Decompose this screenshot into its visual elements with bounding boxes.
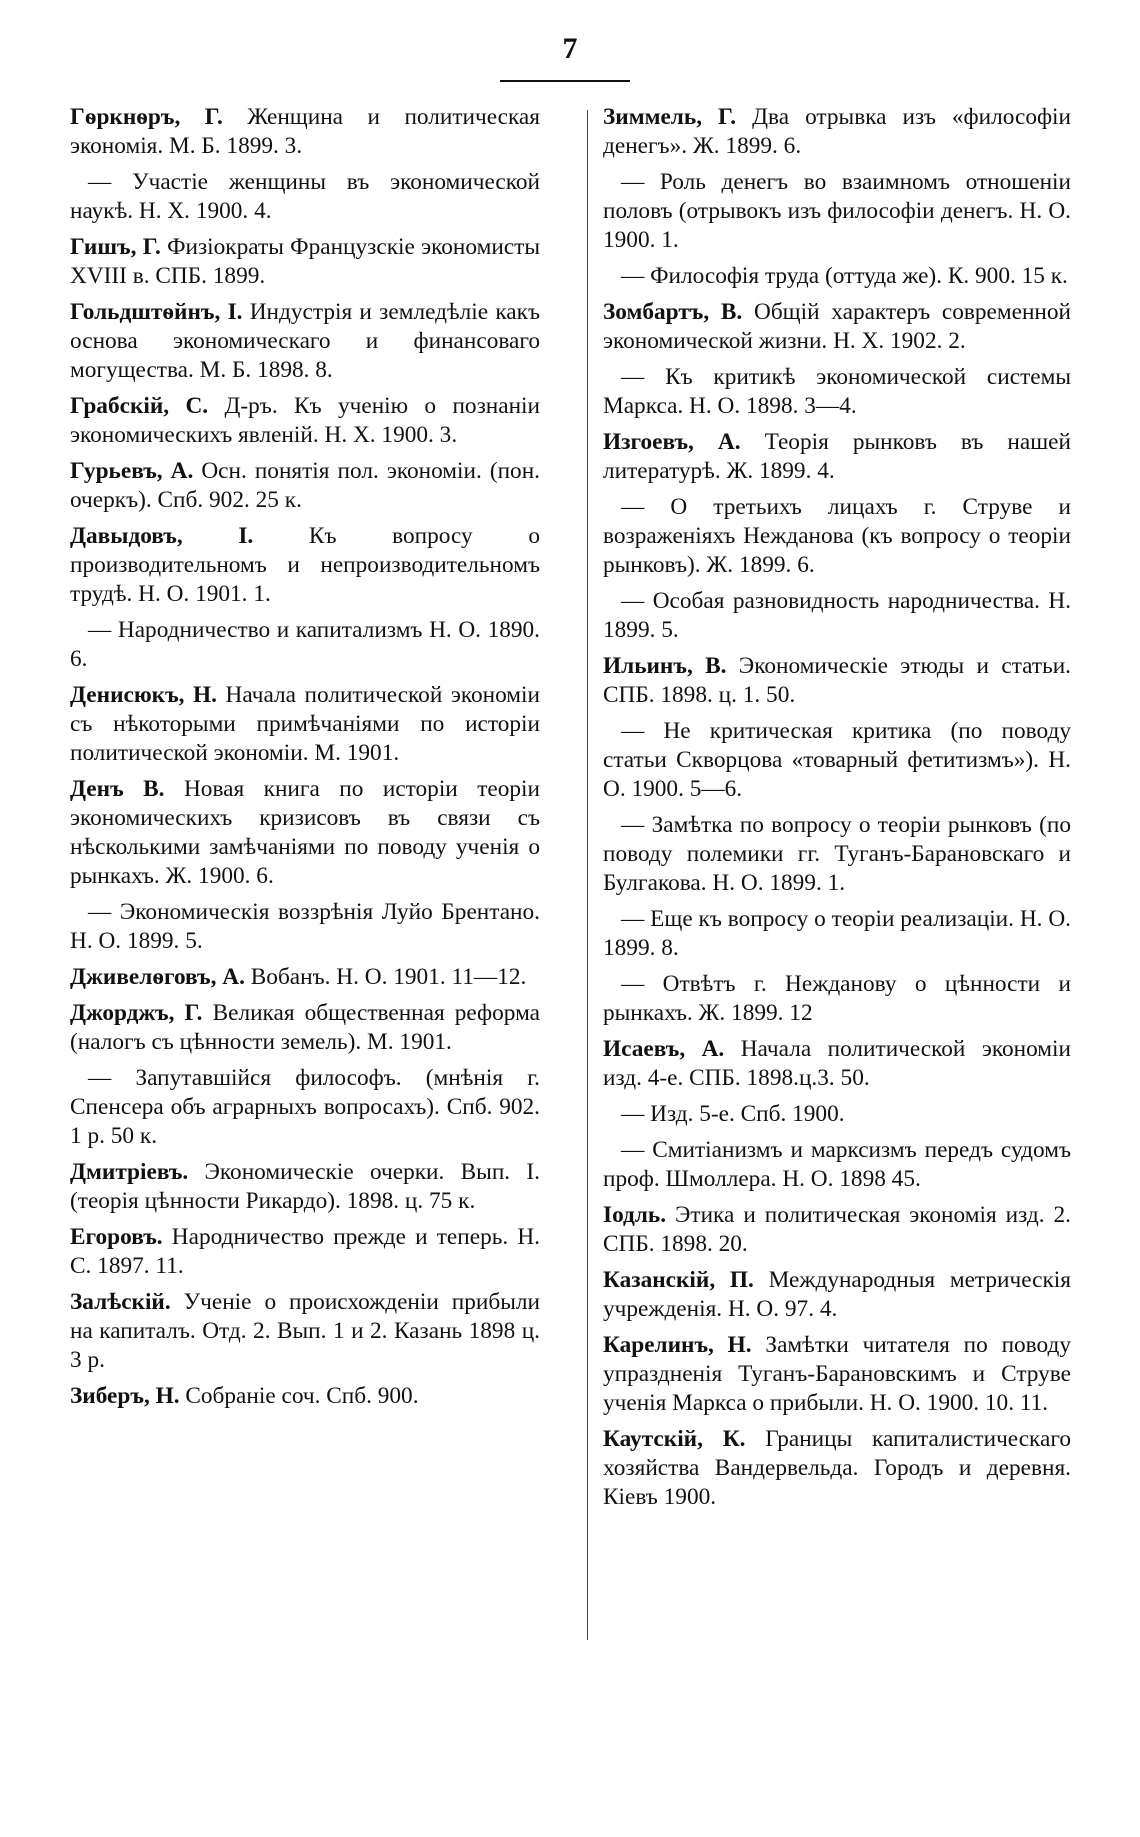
bibliography-entry bbox=[70, 1158, 540, 1216]
left-column bbox=[70, 103, 540, 1418]
entry-author: Ильинъ, В. bbox=[603, 653, 727, 679]
entry-author: Зомбартъ, В. bbox=[603, 299, 743, 325]
bibliography-entry bbox=[603, 1136, 1071, 1194]
entry-text: Д-ръ. Къ ученію о познаніи экономическихъ явленій. Н. Х. 1900. 3. bbox=[70, 393, 540, 448]
entry-author: Давыдовъ, І. bbox=[70, 523, 254, 549]
bibliography-entry bbox=[603, 587, 1071, 645]
bibliography-entry bbox=[70, 775, 540, 891]
entry-text: Границы капиталистическаго хозяйства Вандервельда. Городъ и деревня. Кіевъ 1900. bbox=[603, 1426, 1071, 1510]
bibliography-entry bbox=[603, 1331, 1071, 1418]
entry-author: Зиммель, Г. bbox=[603, 104, 737, 130]
entry-author: Грабскій, С. bbox=[70, 393, 209, 419]
entry-text: Замѣтки читателя по поводу упраздненія Туганъ-Барановскимъ и Струве ученія Маркса о прибыли. Н. О. 1900. 10. 11. bbox=[603, 1332, 1072, 1416]
entry-text: — Смитіанизмъ и марксизмъ передъ судомъ проф. Шмоллера. Н. О. 1898 45. bbox=[603, 1137, 1071, 1192]
entry-text: Собраніе соч. Спб. 900. bbox=[179, 1383, 419, 1409]
bibliography-entry bbox=[603, 905, 1071, 963]
bibliography-entry bbox=[603, 1035, 1071, 1093]
bibliography-entry bbox=[603, 493, 1071, 580]
entry-text: Начала политической экономіи съ нѣкоторыми примѣчаніями по исторіи политической экономіи. М. 1901. bbox=[70, 682, 540, 766]
entry-text: — Изд. 5-е. Спб. 1900. bbox=[621, 1101, 845, 1127]
entry-text: Къ вопросу о производительномъ и непроизводительномъ трудѣ. Н. О. 1901. 1. bbox=[70, 523, 540, 607]
entry-author: Дмитріевъ. bbox=[70, 1159, 189, 1185]
entry-author: Зиберъ, Н. bbox=[70, 1383, 180, 1409]
entry-author: Денисюкъ, Н. bbox=[70, 682, 217, 708]
bibliography-entry bbox=[603, 717, 1071, 804]
bibliography-entry bbox=[70, 681, 540, 768]
bibliography-entry bbox=[70, 1382, 540, 1411]
bibliography-entry bbox=[603, 363, 1071, 421]
entry-author: Гѳркнѳръ, Г. bbox=[70, 104, 223, 130]
bibliography-entry bbox=[603, 1425, 1071, 1512]
entry-author: Карелинъ, Н. bbox=[603, 1332, 752, 1358]
entry-text: Новая книга по исторіи теоріи экономическихъ кризисовъ въ связи съ нѣсколькими замѣчаніями по поводу ученія о рынкахъ. Ж. 1900. 6. bbox=[70, 776, 540, 889]
entry-author: Гурьевъ, А. bbox=[70, 458, 194, 484]
bibliography-entry bbox=[603, 168, 1071, 255]
entry-text: — Роль денегъ во взаимномъ отношеніи половъ (отрывокъ изъ философіи денегъ. Н. О. 1900. 1. bbox=[603, 169, 1071, 253]
entry-text: — Народничество и капитализмъ Н. О. 1890. 6. bbox=[70, 617, 540, 672]
entry-text: Экономическіе очерки. Вып. І. (теорія цѣнности Рикардо). 1898. ц. 75 к. bbox=[70, 1159, 540, 1214]
entry-author: Каутскій, К. bbox=[603, 1426, 746, 1452]
entry-text: — Отвѣтъ г. Нежданову о цѣнности и рынкахъ. Ж. 1899. 12 bbox=[603, 971, 1071, 1026]
bibliography-entry bbox=[70, 1288, 540, 1375]
entry-author: Джорджъ, Г. bbox=[70, 1000, 203, 1026]
bibliography-entry bbox=[603, 970, 1071, 1028]
bibliography-entry bbox=[70, 898, 540, 956]
entry-text: — Еще къ вопросу о теоріи реализаціи. Н. О. 1899. 8. bbox=[603, 906, 1071, 961]
bibliography-entry bbox=[603, 811, 1071, 898]
entry-text: — Экономическія воззрѣнія Луйо Брентано. Н. О. 1899. 5. bbox=[70, 899, 540, 954]
bibliography-entry bbox=[70, 298, 540, 385]
entry-author: Залѣскій. bbox=[70, 1289, 171, 1315]
entry-author: Іодль. bbox=[603, 1202, 667, 1228]
entry-text: — О третьихъ лицахъ г. Струве и возраженіяхъ Нежданова (къ вопросу о теоріи рынковъ). Ж. 1899. 6. bbox=[603, 494, 1071, 578]
bibliography-entry bbox=[603, 428, 1071, 486]
bibliography-entry bbox=[70, 1064, 540, 1151]
bibliography-entry bbox=[603, 652, 1071, 710]
column-divider bbox=[587, 110, 588, 1640]
bibliography-entry bbox=[70, 457, 540, 515]
page-number: 7 bbox=[562, 32, 578, 65]
bibliography-entry bbox=[603, 298, 1071, 356]
bibliography-entry bbox=[603, 103, 1071, 161]
bibliography-entry bbox=[603, 1266, 1071, 1324]
entry-text: — Участіе женщины въ экономической наукѣ. Н. Х. 1900. 4. bbox=[70, 169, 540, 224]
entry-text: Начала политической экономіи изд. 4-е. СПБ. 1898.ц.3. 50. bbox=[603, 1036, 1071, 1091]
entry-text: Народничество прежде и теперь. Н. С. 1897. 11. bbox=[70, 1224, 540, 1279]
bibliography-entry bbox=[70, 233, 540, 291]
entry-author: Гольдштѳйнъ, І. bbox=[70, 299, 243, 325]
entry-text: — Замѣтка по вопросу о теоріи рынковъ (по поводу полемики гг. Туганъ-Барановскаго и Булгакова. Н. О. 1899. 1. bbox=[603, 812, 1071, 896]
entry-text: Два отрывка изъ «философіи денегъ». Ж. 1899. 6. bbox=[603, 104, 1071, 159]
bibliography-entry bbox=[70, 168, 540, 226]
entry-text: Общій характеръ современной экономической жизни. Н. Х. 1902. 2. bbox=[603, 299, 1071, 354]
entry-author: Денъ В. bbox=[70, 776, 165, 802]
entry-author: Изгоевъ, А. bbox=[603, 429, 741, 455]
entry-text: Этика и политическая экономія изд. 2. СПБ. 1898. 20. bbox=[603, 1202, 1071, 1257]
bibliography-entry bbox=[70, 522, 540, 609]
entry-text: — Особая разновидность народничества. Н. 1899. 5. bbox=[603, 588, 1071, 643]
right-column bbox=[603, 103, 1071, 1519]
entry-text: — Запутавшійся философъ. (мнѣнія г. Спенсера объ аграрныхъ вопросахъ). Спб. 902. 1 р. 50 к. bbox=[70, 1065, 540, 1149]
bibliography-entry bbox=[603, 262, 1071, 291]
entry-text: Женщина и политическая экономія. М. Б. 1899. 3. bbox=[70, 104, 540, 159]
entry-text: Осн. понятія пол. экономіи. (пон. очеркъ). Спб. 902. 25 к. bbox=[70, 458, 540, 513]
bibliography-entry bbox=[603, 1100, 1071, 1129]
entry-text: Великая общественная реформа (налогъ съ цѣнности земель). М. 1901. bbox=[70, 1000, 540, 1055]
bibliography-entry bbox=[70, 616, 540, 674]
entry-text: Вобанъ. Н. О. 1901. 11—12. bbox=[244, 964, 527, 990]
header-rule bbox=[500, 80, 630, 82]
entry-text: Физіократы Французскіе экономисты XVIII в. СПБ. 1899. bbox=[70, 234, 540, 289]
entry-author: Егоровъ. bbox=[70, 1224, 163, 1250]
entry-text: Международныя метрическія учрежденія. Н. О. 97. 4. bbox=[603, 1267, 1071, 1322]
bibliography-entry bbox=[70, 103, 540, 161]
bibliography-entry bbox=[70, 999, 540, 1057]
bibliography-entry bbox=[70, 392, 540, 450]
entry-text: — Не критическая критика (по поводу статьи Скворцова «товарный фетитизмъ»). Н. О. 1900. 5—6. bbox=[603, 718, 1071, 802]
entry-text: Ученіе о происхожденіи прибыли на капиталъ. Отд. 2. Вып. 1 и 2. Казань 1898 ц. 3 р. bbox=[70, 1289, 540, 1373]
entry-text: — Къ критикѣ экономической системы Маркса. Н. О. 1898. 3—4. bbox=[603, 364, 1071, 419]
bibliography-entry bbox=[603, 1201, 1071, 1259]
entry-text: — Философія труда (оттуда же). К. 900. 15 к. bbox=[621, 263, 1068, 289]
bibliography-entry bbox=[70, 1223, 540, 1281]
entry-text: Индустрія и земледѣліе какъ основа экономическаго и финансоваго могущества. М. Б. 1898. 8. bbox=[70, 299, 540, 383]
entry-author: Дживелѳговъ, А. bbox=[70, 964, 245, 990]
entry-text: Теорія рынковъ въ нашей литературѣ. Ж. 1899. 4. bbox=[603, 429, 1071, 484]
entry-text: Экономическіе этюды и статьи. СПБ. 1898. ц. 1. 50. bbox=[603, 653, 1071, 708]
entry-author: Гишъ, Г. bbox=[70, 234, 161, 260]
entry-author: Исаевъ, А. bbox=[603, 1036, 725, 1062]
entry-author: Казанскій, П. bbox=[603, 1267, 754, 1293]
bibliography-entry bbox=[70, 963, 540, 992]
